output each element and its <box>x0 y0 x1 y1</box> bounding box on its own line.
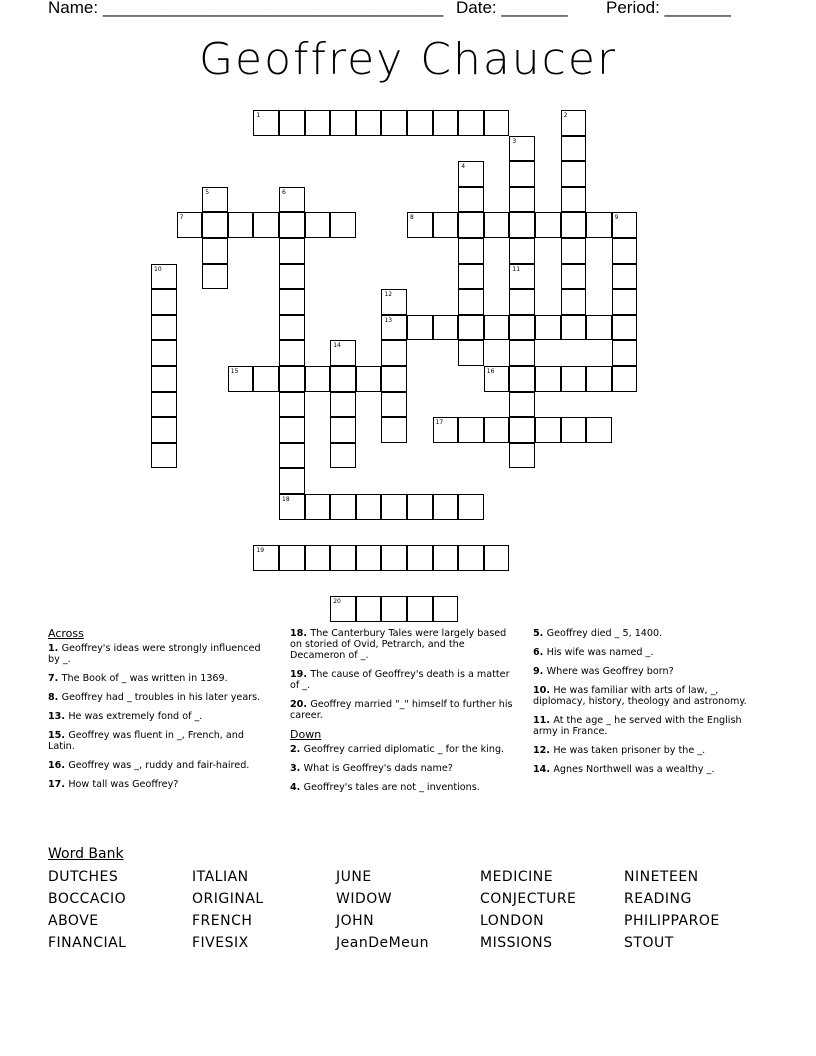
word-bank-word: MEDICINE <box>480 869 554 885</box>
clue-text: Geoffrey's tales are not _ inventions. <box>303 782 480 793</box>
clue-item <box>533 685 758 707</box>
clue-number: 10 <box>154 265 162 273</box>
crossword-cell[interactable] <box>356 366 382 392</box>
crossword-cell[interactable] <box>279 238 305 264</box>
clue-number: 12 <box>384 291 393 299</box>
crossword-cell[interactable] <box>458 110 484 136</box>
crossword-cell[interactable] <box>612 238 638 264</box>
crossword-cell[interactable] <box>561 212 587 238</box>
crossword-cell[interactable] <box>253 366 279 392</box>
crossword-cell[interactable] <box>458 494 484 520</box>
crossword-cell[interactable] <box>279 289 305 315</box>
crossword-cell[interactable] <box>509 443 535 469</box>
clue-item <box>533 628 758 639</box>
crossword-cell[interactable] <box>202 212 228 238</box>
clue-text: Geoffrey had _ troubles in his later years. <box>61 692 261 703</box>
crossword-cell[interactable] <box>305 212 331 238</box>
clue-text: He was extremely fond of _. <box>68 711 203 722</box>
clue-text: Where was Geoffrey born? <box>546 666 674 677</box>
crossword-cell[interactable] <box>484 212 510 238</box>
clue-item <box>48 692 273 703</box>
crossword-cell[interactable] <box>330 596 356 622</box>
word-bank-word: STOUT <box>624 935 674 951</box>
crossword-cell[interactable] <box>279 110 305 136</box>
crossword-cell[interactable] <box>330 340 356 366</box>
clue-num: 10. <box>533 685 554 696</box>
page-title: Geoffrey Chaucer <box>198 34 618 85</box>
clue-number: 18 <box>282 496 290 503</box>
clue-num: 7. <box>48 673 62 684</box>
crossword-cell[interactable] <box>561 110 587 136</box>
period-field[interactable]: _______ <box>664 0 731 17</box>
clue-number: 5 <box>205 188 210 196</box>
crossword-cell[interactable] <box>407 110 433 136</box>
clue-item <box>48 730 273 752</box>
crossword-cell[interactable] <box>279 443 305 469</box>
clue-number: 15 <box>230 368 239 375</box>
crossword-cell[interactable] <box>305 366 331 392</box>
crossword-cell[interactable] <box>433 545 459 571</box>
crossword-cell[interactable] <box>381 417 407 443</box>
crossword-cell[interactable] <box>305 110 331 136</box>
crossword-cell[interactable] <box>253 212 279 238</box>
crossword-cell[interactable] <box>407 212 433 238</box>
crossword-cell[interactable] <box>330 392 356 418</box>
clue-item <box>48 711 273 722</box>
crossword-cell[interactable] <box>509 315 535 341</box>
crossword-cell[interactable] <box>202 264 228 290</box>
crossword-cell[interactable] <box>561 187 587 213</box>
name-label-text: Name: <box>48 0 99 17</box>
clue-item <box>290 744 515 755</box>
crossword-cell[interactable] <box>407 494 433 520</box>
clue-item <box>290 699 515 721</box>
crossword-cell[interactable] <box>305 545 331 571</box>
crossword-cell[interactable] <box>586 417 612 443</box>
clue-text: Geoffrey was _, ruddy and fair-haired. <box>68 760 250 771</box>
crossword-cell[interactable] <box>279 212 305 238</box>
crossword-cell[interactable] <box>151 392 177 418</box>
clue-num: 12. <box>533 745 554 756</box>
word-bank-word: JeanDeMeun <box>336 935 430 951</box>
clue-num: 11. <box>533 715 554 726</box>
crossword-cell[interactable] <box>253 545 279 571</box>
clue-item <box>290 669 515 691</box>
word-bank-word: LONDON <box>480 913 545 929</box>
crossword-cell[interactable] <box>381 545 407 571</box>
clue-num: 4. <box>290 782 304 793</box>
word-bank-word: JOHN <box>336 913 375 929</box>
crossword-cell[interactable] <box>356 545 382 571</box>
clue-number: 6 <box>282 188 286 196</box>
across-heading: Across <box>48 627 84 640</box>
crossword-cell[interactable] <box>586 212 612 238</box>
crossword-cell[interactable] <box>356 110 382 136</box>
word-bank-word: ITALIAN <box>192 869 249 885</box>
crossword-cell[interactable] <box>330 366 356 392</box>
crossword-cell[interactable] <box>458 289 484 315</box>
clue-text: Geoffrey carried diplomatic _ for the king. <box>303 744 505 755</box>
word-bank-title: Word Bank <box>48 846 124 862</box>
crossword-cell[interactable] <box>612 289 638 315</box>
crossword-cell[interactable] <box>586 366 612 392</box>
crossword-cell[interactable] <box>202 238 228 264</box>
crossword-cell[interactable] <box>151 417 177 443</box>
crossword-cell[interactable] <box>612 212 638 238</box>
down-clues-column-3 <box>533 628 758 783</box>
crossword-cell[interactable] <box>484 417 510 443</box>
clue-text: His wife was named _. <box>546 647 654 658</box>
clue-number: 11 <box>512 265 521 273</box>
crossword-cell[interactable] <box>381 596 407 622</box>
crossword-cell[interactable] <box>407 596 433 622</box>
crossword-cell[interactable] <box>561 161 587 187</box>
clue-num: 9. <box>533 666 547 677</box>
crossword-cell[interactable] <box>151 366 177 392</box>
crossword-cell[interactable] <box>484 545 510 571</box>
crossword-cell[interactable] <box>509 212 535 238</box>
crossword-cell[interactable] <box>330 110 356 136</box>
crossword-cell[interactable] <box>330 545 356 571</box>
date-label-text: Date: <box>456 0 497 17</box>
crossword-cell[interactable] <box>458 238 484 264</box>
crossword-cell[interactable] <box>586 315 612 341</box>
crossword-cell[interactable] <box>433 417 459 443</box>
crossword-cell[interactable] <box>458 340 484 366</box>
crossword-cell[interactable] <box>381 340 407 366</box>
crossword-cell[interactable] <box>458 212 484 238</box>
crossword-cell[interactable] <box>279 366 305 392</box>
crossword-cell[interactable] <box>458 545 484 571</box>
clue-number: 2 <box>563 112 568 119</box>
crossword-cell[interactable] <box>151 443 177 469</box>
clue-number: 9 <box>614 214 619 222</box>
crossword-cell[interactable] <box>535 212 561 238</box>
clues-column-2 <box>290 628 515 801</box>
clue-num: 3. <box>290 763 304 774</box>
crossword-cell[interactable] <box>612 264 638 290</box>
word-bank-word: READING <box>624 891 692 907</box>
clue-num: 15. <box>48 730 69 741</box>
crossword-cell[interactable] <box>561 136 587 162</box>
crossword-cell[interactable] <box>433 596 459 622</box>
crossword-cell[interactable] <box>484 366 510 392</box>
crossword-cell[interactable] <box>279 264 305 290</box>
crossword-cell[interactable] <box>330 417 356 443</box>
crossword-cell[interactable] <box>433 494 459 520</box>
clue-text: Geoffrey married "_" himself to further his career. <box>290 699 513 721</box>
clue-number: 1 <box>256 112 261 119</box>
word-bank-word: CONJECTURE <box>480 891 577 907</box>
clue-number: 20 <box>333 598 341 606</box>
crossword-cell[interactable] <box>279 315 305 341</box>
word-bank-word: NINETEEN <box>624 869 699 885</box>
word-bank-word: ABOVE <box>48 913 99 929</box>
crossword-cell[interactable] <box>228 366 254 392</box>
crossword-cell[interactable] <box>509 289 535 315</box>
clue-text: The Book of _ was written in 1369. <box>61 673 228 684</box>
crossword-cell[interactable] <box>509 161 535 187</box>
clue-text: At the age _ he served with the English army in France. <box>533 715 742 737</box>
crossword-cell[interactable] <box>561 366 587 392</box>
crossword-cell[interactable] <box>509 340 535 366</box>
word-bank-word: FRENCH <box>192 913 253 929</box>
crossword-cell[interactable] <box>330 494 356 520</box>
clue-item <box>533 666 758 677</box>
clue-text: How tall was Geoffrey? <box>68 779 179 790</box>
crossword-cell[interactable] <box>279 340 305 366</box>
crossword-cell[interactable] <box>279 494 305 520</box>
crossword-cell[interactable] <box>279 468 305 494</box>
clue-text: The Canterbury Tales were largely based on storied of Ovid, Petrarch, and the Decameron of _. <box>290 628 507 661</box>
clue-text: The cause of Geoffrey's death is a matter of _. <box>290 669 510 691</box>
crossword-cell[interactable] <box>253 110 279 136</box>
crossword-cell[interactable] <box>381 315 407 341</box>
crossword-cell[interactable] <box>279 545 305 571</box>
crossword-cell[interactable] <box>356 596 382 622</box>
crossword-cell[interactable] <box>458 417 484 443</box>
clue-text: He was taken prisoner by the _. <box>553 745 706 756</box>
crossword-cell[interactable] <box>535 366 561 392</box>
crossword-cell[interactable] <box>381 494 407 520</box>
clue-num: 16. <box>48 760 69 771</box>
clue-item <box>533 764 758 775</box>
clue-num: 5. <box>533 628 547 639</box>
crossword-cell[interactable] <box>305 494 331 520</box>
crossword-cell[interactable] <box>202 187 228 213</box>
clue-text: What is Geoffrey's dads name? <box>303 763 453 774</box>
word-bank <box>48 868 768 952</box>
clue-num: 19. <box>290 669 311 680</box>
clue-item <box>533 647 758 658</box>
clue-num: 1. <box>48 643 62 654</box>
crossword-cell[interactable] <box>509 264 535 290</box>
clue-text: Geoffrey was fluent in _, French, and Latin. <box>48 730 244 752</box>
crossword-cell[interactable] <box>433 315 459 341</box>
crossword-cell[interactable] <box>509 392 535 418</box>
clue-text: Agnes Northwell was a wealthy _. <box>553 764 715 775</box>
clue-number: 8 <box>410 214 414 222</box>
clue-item <box>48 673 273 684</box>
crossword-cell[interactable] <box>509 417 535 443</box>
crossword-cell[interactable] <box>509 187 535 213</box>
crossword-cell[interactable] <box>433 110 459 136</box>
clue-number: 16 <box>486 368 495 375</box>
clue-number: 19 <box>256 547 265 555</box>
clue-num: 14. <box>533 764 554 775</box>
crossword-cell[interactable] <box>151 289 177 315</box>
crossword-cell[interactable] <box>484 110 510 136</box>
clue-item <box>290 782 515 793</box>
clue-item <box>48 643 273 665</box>
word-bank-word: FINANCIAL <box>48 935 127 951</box>
clue-num: 13. <box>48 711 69 722</box>
clue-text: Geoffrey's ideas were strongly influenced by _. <box>48 643 261 665</box>
crossword-cell[interactable] <box>561 238 587 264</box>
crossword-cell[interactable] <box>279 392 305 418</box>
crossword-cell[interactable] <box>381 289 407 315</box>
crossword-cell[interactable] <box>279 187 305 213</box>
crossword-cell[interactable] <box>561 417 587 443</box>
word-bank-word: PHILIPPAROE <box>624 913 720 929</box>
crossword-cell[interactable] <box>561 289 587 315</box>
word-bank-word: FIVESIX <box>192 935 249 951</box>
name-field[interactable]: ____________________________________ <box>102 0 444 17</box>
clue-number: 17 <box>435 419 444 427</box>
crossword-cell[interactable] <box>612 366 638 392</box>
crossword-cell[interactable] <box>612 315 638 341</box>
crossword-cell[interactable] <box>458 161 484 187</box>
crossword-cell[interactable] <box>151 315 177 341</box>
clue-num: 8. <box>48 692 62 703</box>
clue-text: Geoffrey died _ 5, 1400. <box>546 628 663 639</box>
clue-number: 7 <box>179 214 184 222</box>
crossword-cell[interactable] <box>356 494 382 520</box>
crossword-cell[interactable] <box>381 392 407 418</box>
crossword-cell[interactable] <box>279 417 305 443</box>
crossword-cell[interactable] <box>458 315 484 341</box>
crossword-cell[interactable] <box>561 315 587 341</box>
crossword-cell[interactable] <box>151 340 177 366</box>
clue-text: He was familiar with arts of law, _, diplomacy, history, theology and astronomy. <box>533 685 747 707</box>
word-bank-word: WIDOW <box>336 891 393 907</box>
crossword-cell[interactable] <box>177 212 203 238</box>
crossword-cell[interactable] <box>407 545 433 571</box>
word-bank-word: BOCCACIO <box>48 891 127 907</box>
crossword-cell[interactable] <box>433 212 459 238</box>
clue-item <box>533 715 758 737</box>
word-bank-word: JUNE <box>336 869 372 885</box>
clue-number: 3 <box>512 137 517 145</box>
crossword-cell[interactable] <box>509 238 535 264</box>
down-heading: Down <box>290 728 322 741</box>
clue-num: 17. <box>48 779 69 790</box>
word-bank-word: ORIGINAL <box>192 891 264 907</box>
across-clues-column-1 <box>48 628 273 798</box>
date-field[interactable]: _______ <box>501 0 568 17</box>
clue-item <box>290 763 515 774</box>
crossword-cell[interactable] <box>407 315 433 341</box>
crossword-cell[interactable] <box>458 187 484 213</box>
crossword-cell[interactable] <box>151 264 177 290</box>
clue-num: 20. <box>290 699 311 710</box>
clue-item <box>48 760 273 771</box>
word-bank-word: DUTCHES <box>48 869 119 885</box>
crossword-cell[interactable] <box>509 366 535 392</box>
crossword-cell[interactable] <box>228 212 254 238</box>
crossword-cell[interactable] <box>330 212 356 238</box>
period-label-text: Period: <box>606 0 660 17</box>
clue-num: 6. <box>533 647 547 658</box>
clue-item <box>48 779 273 790</box>
clue-item <box>533 745 758 756</box>
clue-item <box>290 628 515 661</box>
crossword-cell[interactable] <box>330 443 356 469</box>
crossword-cell[interactable] <box>509 136 535 162</box>
crossword-cell[interactable] <box>484 315 510 341</box>
clue-num: 2. <box>290 744 304 755</box>
word-bank-word: MISSIONS <box>480 935 553 951</box>
crossword-cell[interactable] <box>381 110 407 136</box>
crossword-cell[interactable] <box>535 315 561 341</box>
clue-number: 4 <box>461 163 466 171</box>
crossword-cell[interactable] <box>612 340 638 366</box>
clue-number: 14 <box>333 342 341 350</box>
crossword-cell[interactable] <box>535 417 561 443</box>
crossword-cell[interactable] <box>458 264 484 290</box>
clue-number: 13 <box>384 316 393 324</box>
crossword-cell[interactable] <box>561 264 587 290</box>
crossword-cell[interactable] <box>381 366 407 392</box>
clue-num: 18. <box>290 628 311 639</box>
